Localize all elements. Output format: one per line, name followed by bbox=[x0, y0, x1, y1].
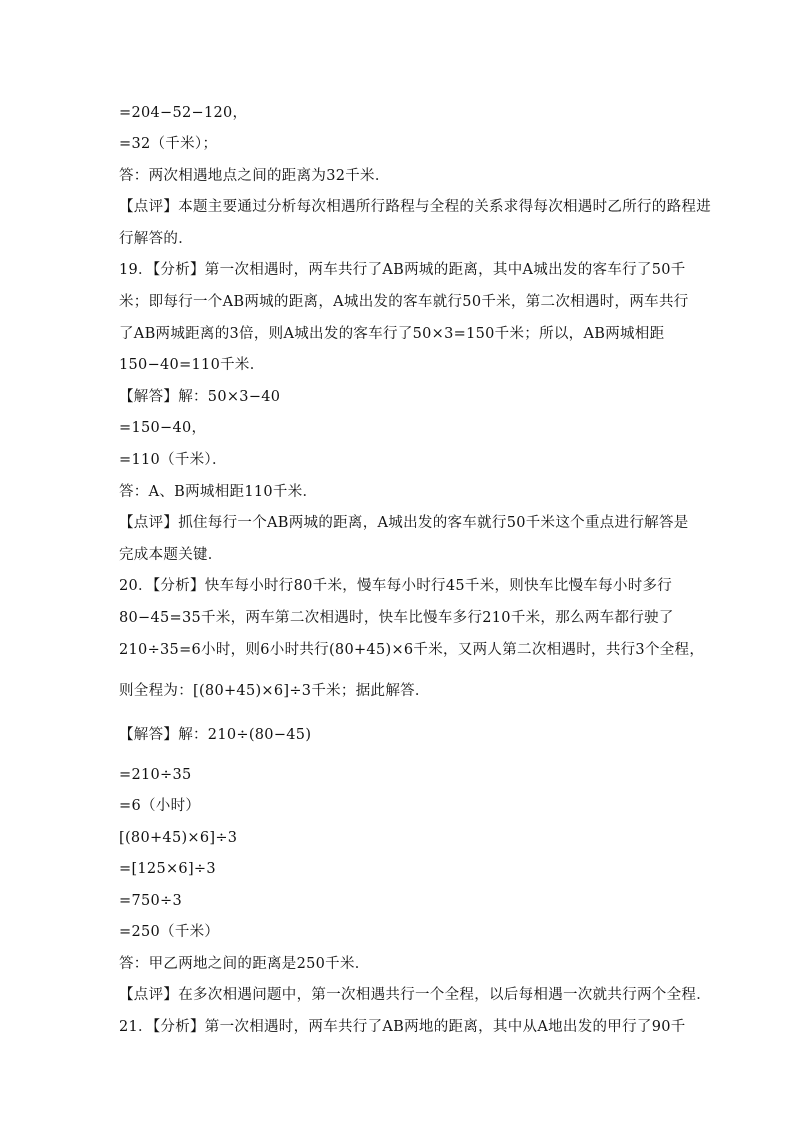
text-line: 20．【分析】快车每小时行80千米，慢车每小时行45千米，则快车比慢车每小时多行 bbox=[119, 578, 673, 594]
text-line: 答：两次相遇地点之间的距离为32千米． bbox=[119, 168, 390, 184]
text-line: 【点评】抓住每行一个AB两城的距离，A城出发的客车就行50千米这个重点进行解答是 bbox=[119, 515, 689, 531]
text-line: =[125×6]÷3 bbox=[119, 861, 216, 877]
text-line: 了AB两城距离的3倍，则A城出发的客车行了50×3=150千米；所以，AB两城相距 bbox=[119, 326, 665, 342]
text-line: =150−40， bbox=[119, 420, 207, 436]
text-line: 19．【分析】第一次相遇时，两车共行了AB两城的距离，其中A城出发的客车行了50千 bbox=[119, 262, 686, 278]
text-line: 答：A、B两城相距110千米． bbox=[119, 484, 318, 500]
text-line: 210÷35=6小时，则6小时共行(80+45)×6千米，又两人第二次相遇时，共行3个全程， bbox=[119, 642, 705, 658]
text-line: 【解答】解：210÷(80−45) bbox=[119, 727, 312, 743]
text-line: =110（千米）． bbox=[119, 452, 227, 468]
text-line: =32（千米）； bbox=[119, 136, 218, 152]
text-line: 【点评】在多次相遇问题中，第一次相遇共行一个全程，以后每相遇一次就共行两个全程． bbox=[119, 987, 711, 1003]
text-line: 米；即每行一个AB两城的距离，A城出发的客车就行50千米，第二次相遇时，两车共行 bbox=[119, 294, 689, 310]
text-line: 行解答的． bbox=[119, 231, 193, 247]
text-line: =210÷35 bbox=[119, 767, 192, 783]
text-line: 【点评】本题主要通过分析每次相遇所行路程与全程的关系求得每次相遇时乙所行的路程进 bbox=[119, 199, 711, 215]
text-line: =250（千米） bbox=[119, 924, 220, 940]
text-line: [(80+45)×6]÷3 bbox=[119, 830, 238, 846]
text-line: 答：甲乙两地之间的距离是250千米． bbox=[119, 956, 370, 972]
text-line: =204−52−120， bbox=[119, 105, 248, 121]
text-line: 【解答】解：50×3−40 bbox=[119, 389, 281, 405]
text-line: =750÷3 bbox=[119, 893, 183, 909]
text-line: 150−40=110千米． bbox=[119, 357, 265, 373]
text-line: =6（小时） bbox=[119, 798, 201, 814]
text-line: 则全程为：[(80+45)×6]÷3千米；据此解答． bbox=[119, 683, 430, 699]
text-line: 完成本题关键． bbox=[119, 547, 223, 563]
text-line: 80−45=35千米，两车第二次相遇时，快车比慢车多行210千米，那么两车都行驶了 bbox=[119, 610, 674, 626]
text-line: 21．【分析】第一次相遇时，两车共行了AB两地的距离，其中从A地出发的甲行了90千 bbox=[119, 1019, 686, 1035]
